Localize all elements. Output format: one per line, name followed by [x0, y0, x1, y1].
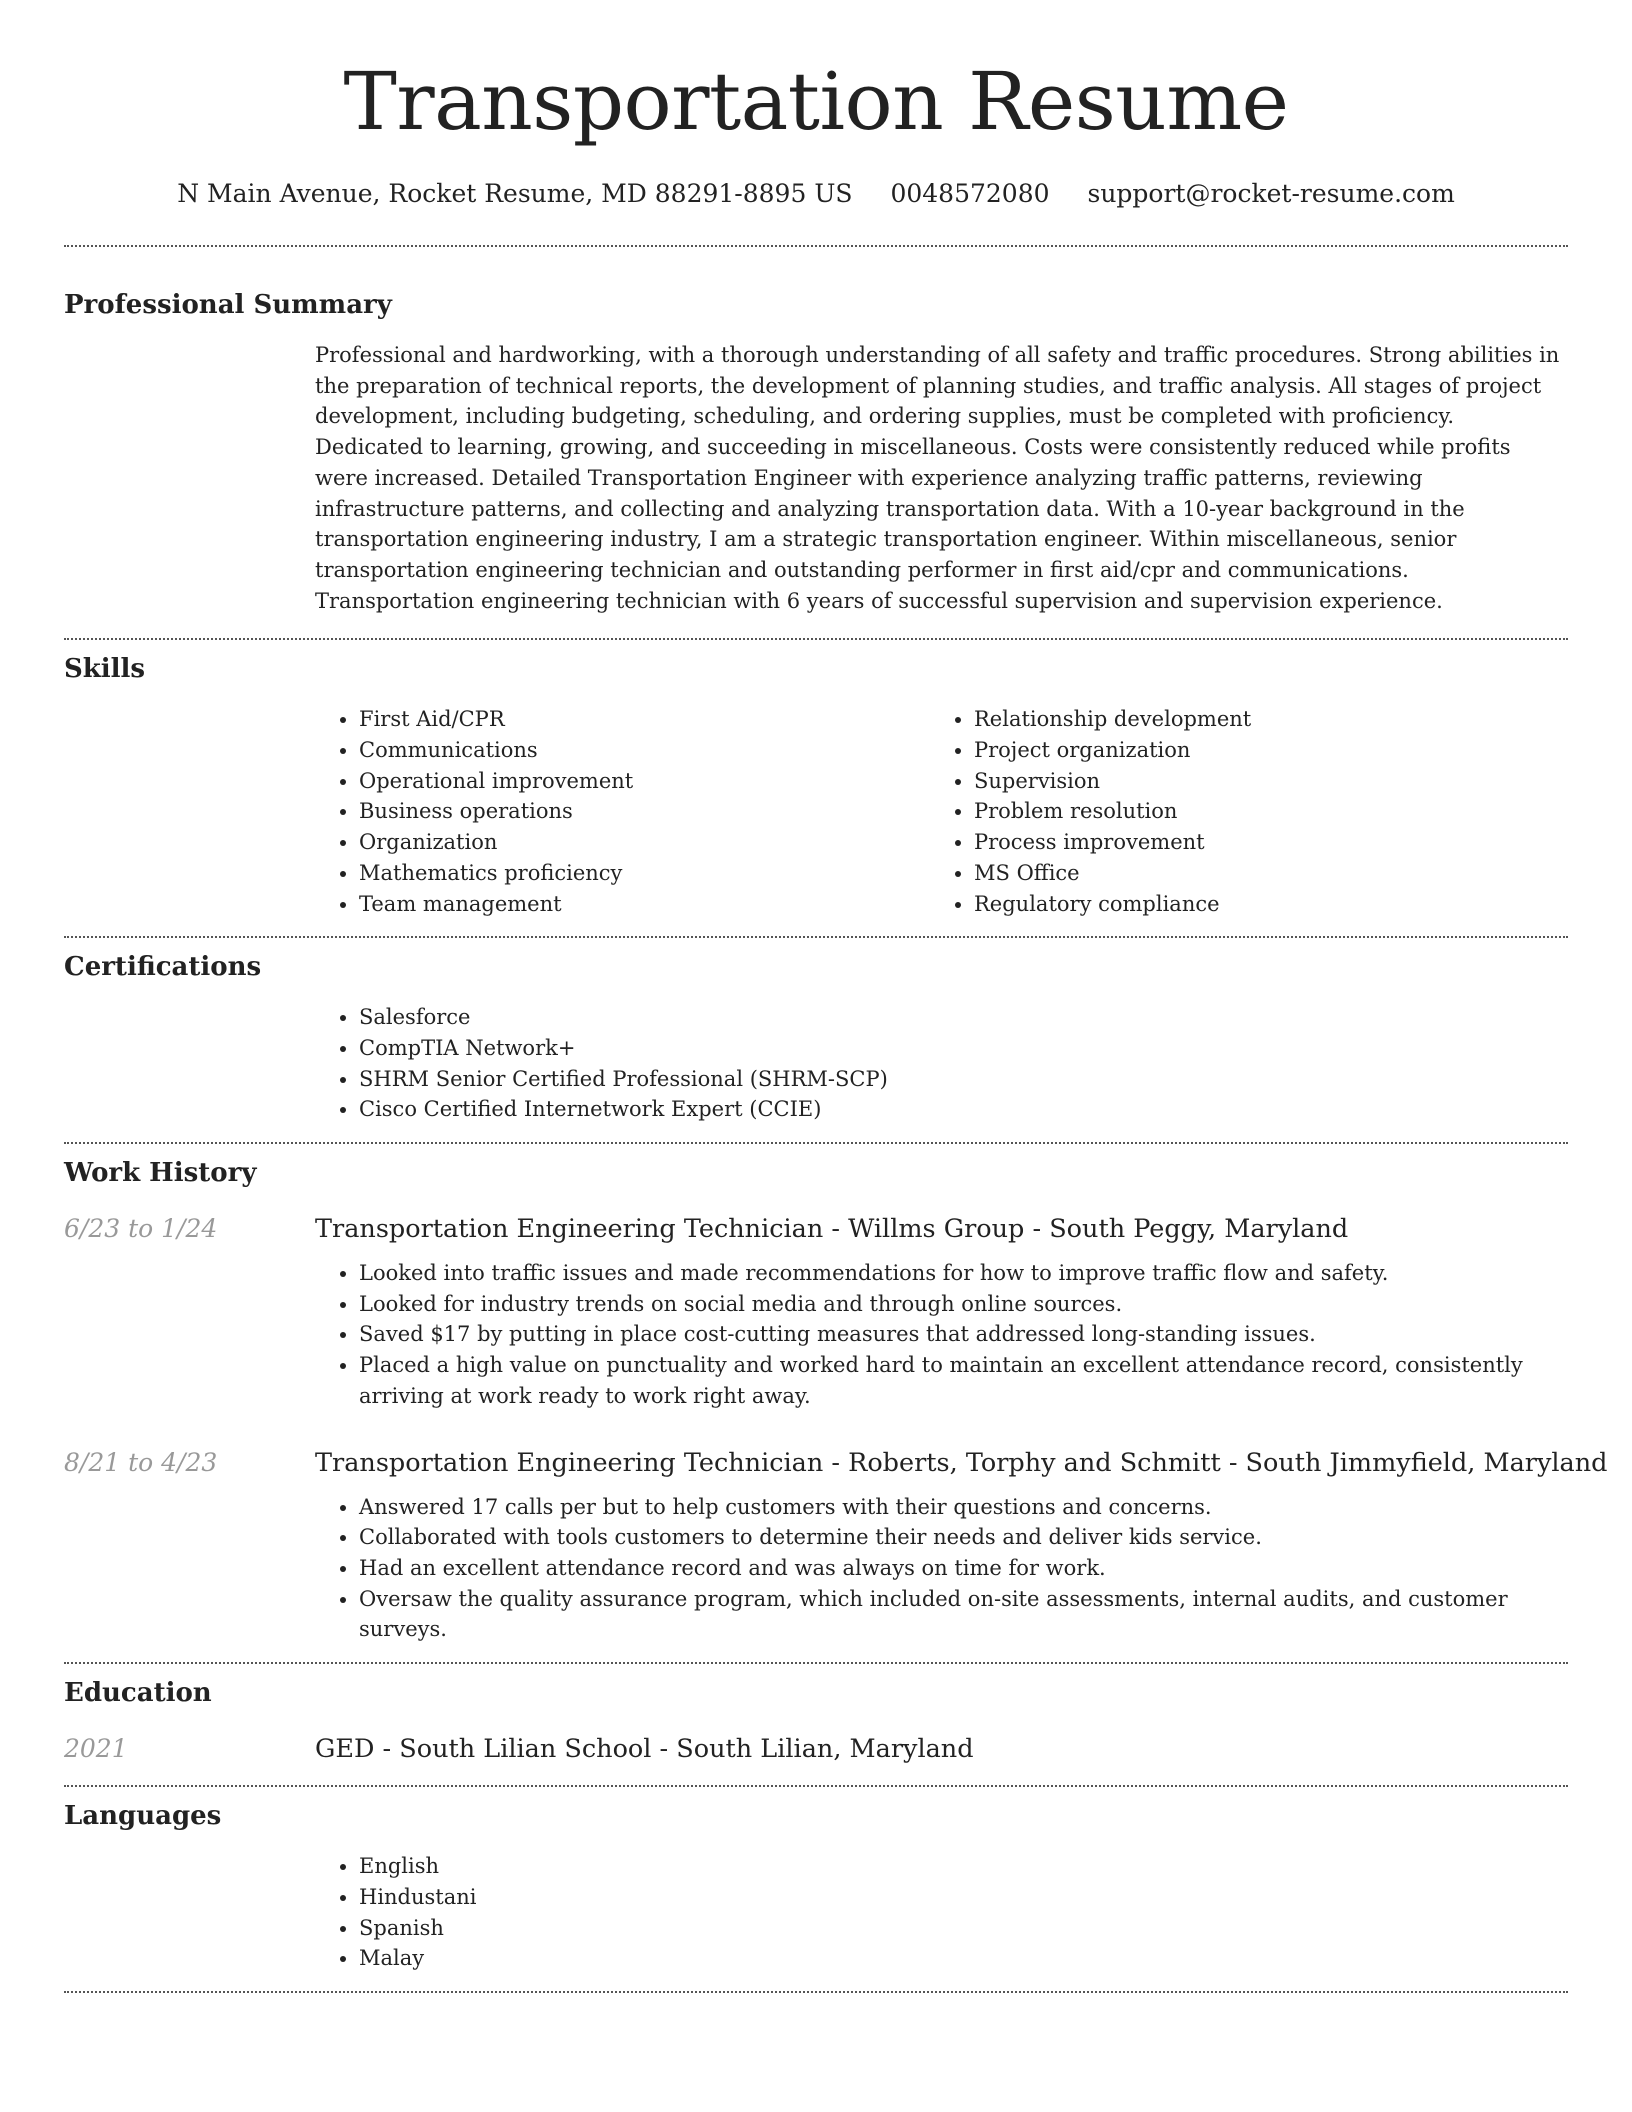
languages-list — [315, 1851, 1568, 1974]
job-bullet: • Looked for industry trends on social media and through online sources. — [359, 1289, 1568, 1320]
job-bullet: • Looked into traffic issues and made recommendations for how to improve traffic flow and safety. — [359, 1258, 1568, 1289]
contact-line — [64, 176, 1568, 212]
skill-item: • Communications — [359, 735, 930, 766]
languages-block — [315, 1851, 1568, 1974]
job-dates: 8/21 to 4/23 — [64, 1447, 218, 1477]
section-divider — [64, 1662, 1568, 1664]
section-divider — [64, 936, 1568, 938]
skill-item: • Business operations — [359, 796, 930, 827]
skill-item: • Operational improvement — [359, 766, 930, 797]
job-bullet: • Had an excellent attendance record and was always on time for work. — [359, 1553, 1568, 1584]
job-bullets — [315, 1258, 1568, 1412]
contact-phone: 0048572080 — [890, 179, 1050, 208]
resume-header — [64, 0, 1568, 212]
section-title-certifications: Certifications — [64, 952, 262, 983]
skills-grid — [315, 704, 1568, 919]
job-bullet: • Oversaw the quality assurance program, which included on-site assessments, internal audits, and customer surveys. — [359, 1584, 1568, 1645]
job-title: Transportation Engineering Technician - Willms Group - South Peggy, Maryland — [315, 1214, 1349, 1245]
section-title-education: Education — [64, 1678, 212, 1709]
section-divider — [64, 1991, 1568, 1993]
section-divider — [64, 1785, 1568, 1787]
language-item: • Spanish — [359, 1913, 1568, 1944]
resume-title: Transportation Resume — [343, 55, 1289, 148]
job-bullets — [315, 1492, 1568, 1646]
resume-page — [64, 0, 1608, 1993]
skill-item: • Mathematics proficiency — [359, 858, 930, 889]
education-title: GED - South Lilian School - South Lilian, Maryland — [315, 1734, 974, 1765]
skill-item: • First Aid/CPR — [359, 704, 930, 735]
job-header — [64, 1211, 1568, 1247]
skill-item: • Relationship development — [974, 704, 1530, 735]
skill-item: • Problem resolution — [974, 796, 1530, 827]
education-year: 2021 — [64, 1734, 128, 1764]
skill-item: • Team management — [359, 889, 930, 920]
language-item: • English — [359, 1851, 1568, 1882]
skill-item: • Organization — [359, 827, 930, 858]
summary-text: Professional and hardworking, with a thorough understanding of all safety and traffic procedures. Strong abilities in the preparation of technical reports, the development of planning studies, and traffic analysis. All stages of project development, including budgeting, scheduling, and ordering supplies, must be completed with proficiency. Dedicated to learning, growing, and succeeding in miscellaneous. Costs were consistently reduced while profits were increased. Detailed Transportation Engineer with experience analyzing traffic patterns, reviewing infrastructure patterns, and collecting and analyzing transportation data. With a 10-year background in the transportation engineering industry, I am a strategic transportation engineer. Within miscellaneous, senior transportation engineering technician and outstanding performer in first aid/cpr and communications. Transportation engineering technician with 6 years of successful supervision and supervision experience. — [315, 343, 1560, 613]
certification-item: • SHRM Senior Certified Professional (SHRM-SCP) — [359, 1064, 1568, 1095]
section-divider — [64, 638, 1568, 640]
job-header — [64, 1445, 1608, 1481]
certification-item: • Cisco Certified Internetwork Expert (CCIE) — [359, 1094, 1568, 1125]
job-title: Transportation Engineering Technician - Roberts, Torphy and Schmitt - South Jimmyfield, Maryland — [315, 1447, 1608, 1478]
skill-item: • MS Office — [974, 858, 1530, 889]
skill-item: • Supervision — [974, 766, 1530, 797]
job-bullet: • Placed a high value on punctuality and worked hard to maintain an excellent attendance record, consistently arriving at work ready to work right away. — [359, 1350, 1568, 1411]
certifications-list — [315, 1002, 1568, 1125]
job-entry — [64, 1211, 1568, 1412]
job-dates: 6/23 to 1/24 — [64, 1214, 218, 1244]
language-item: • Malay — [359, 1943, 1568, 1974]
section-divider — [64, 245, 1568, 247]
job-bullet: • Collaborated with tools customers to determine their needs and deliver kids service. — [359, 1522, 1568, 1553]
section-title-summary: Professional Summary — [64, 290, 392, 320]
certification-item: • Salesforce — [359, 1002, 1568, 1033]
education-entry — [64, 1731, 1568, 1767]
contact-email: support@rocket-resume.com — [1087, 179, 1455, 208]
contact-address: N Main Avenue, Rocket Resume, MD 88291-8895 US — [177, 179, 853, 208]
section-title-work-history: Work History — [64, 1158, 257, 1189]
job-bullets-block — [315, 1258, 1568, 1412]
skill-item: • Project organization — [974, 735, 1530, 766]
skill-item: • Regulatory compliance — [974, 889, 1530, 920]
job-bullets-block — [315, 1492, 1568, 1646]
section-title-languages: Languages — [64, 1801, 222, 1832]
job-bullet: • Saved $17 by putting in place cost-cutting measures that addressed long-standing issues. — [359, 1319, 1568, 1350]
certification-item: • CompTIA Network+ — [359, 1033, 1568, 1064]
job-bullet: • Answered 17 calls per but to help customers with their questions and concerns. — [359, 1492, 1568, 1523]
section-title-skills: Skills — [64, 654, 146, 685]
job-entry — [64, 1445, 1608, 1646]
certifications-block — [315, 1002, 1568, 1125]
language-item: • Hindustani — [359, 1882, 1568, 1913]
skills-list-right — [930, 704, 1530, 919]
section-divider — [64, 1142, 1568, 1144]
skill-item: • Process improvement — [974, 827, 1530, 858]
skills-list-left — [315, 704, 930, 919]
